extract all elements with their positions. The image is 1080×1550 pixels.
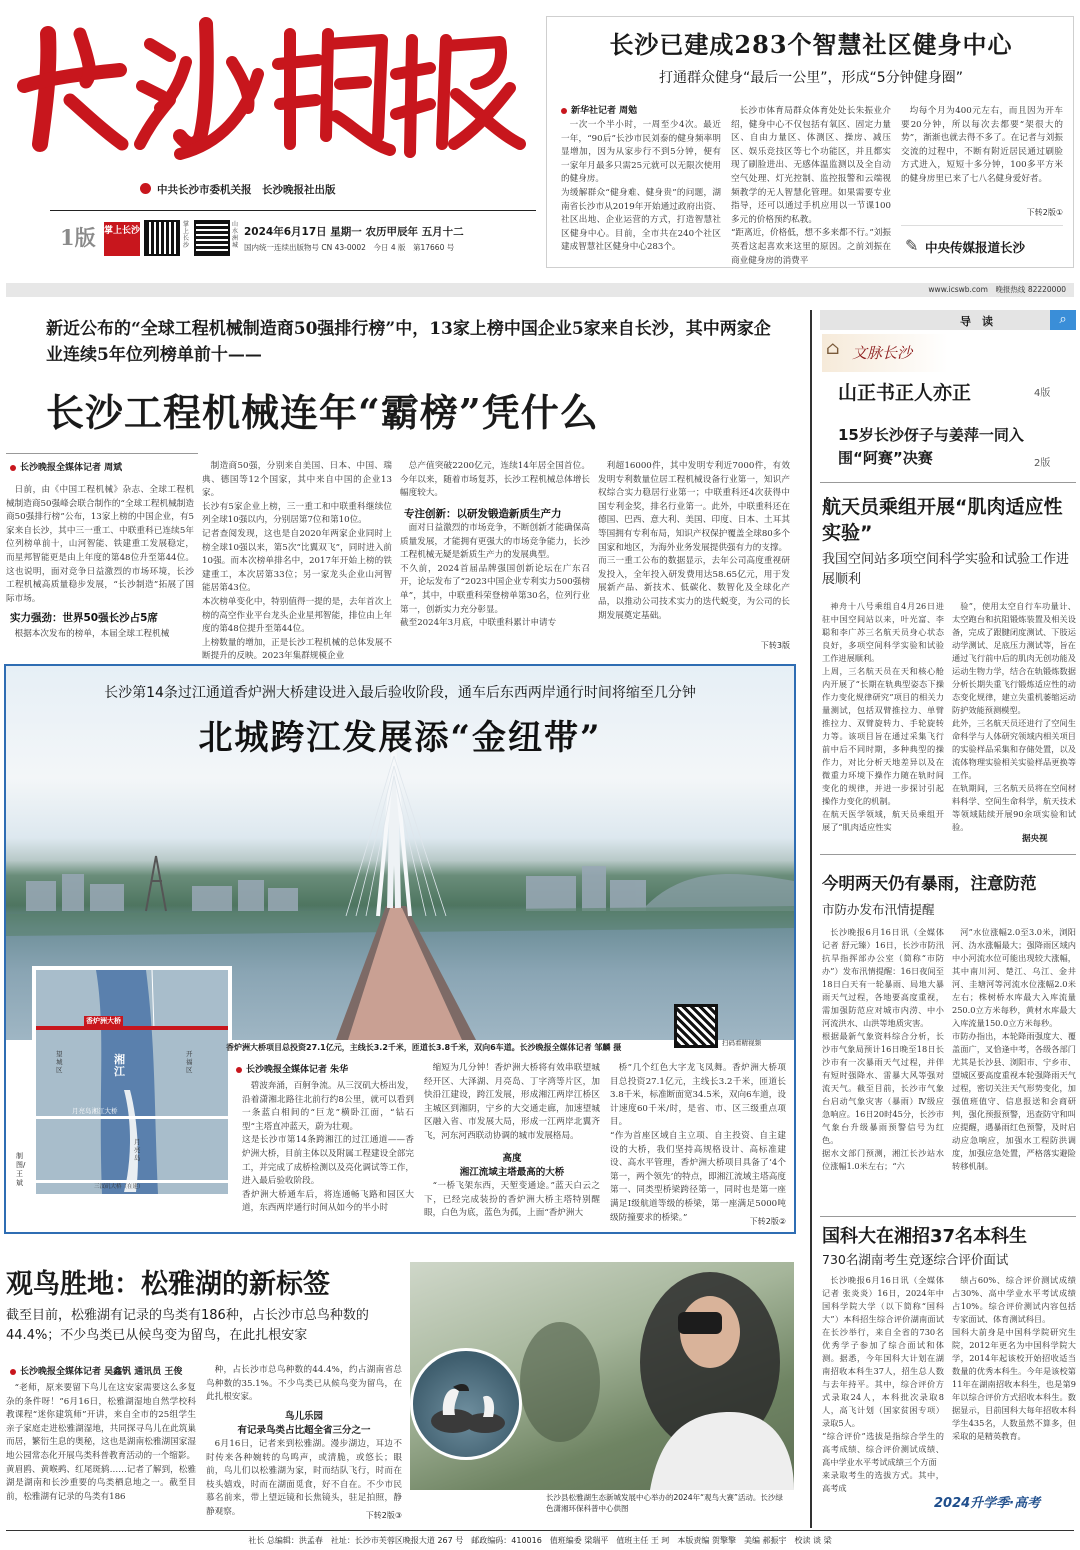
masthead-rule xyxy=(50,210,536,211)
pen-icon: ✎ xyxy=(905,236,919,255)
ucas-subtitle: 730名湖南考生竞逐综合评价面试 xyxy=(822,1252,1009,1267)
space-subtitle: 我国空间站多项空间科学实验和试验工作进展顺利 xyxy=(822,552,1070,587)
sidebar-rule-3 xyxy=(820,1216,1076,1217)
bridge-qr-code[interactable] xyxy=(674,1004,718,1048)
map-label-sancha: 三汊矶大桥（在建） xyxy=(94,1184,144,1190)
culture-tag[interactable]: 文脉长沙 ⌂ xyxy=(822,334,948,372)
edition-label: 1版 xyxy=(60,225,96,250)
birds-byline: 长沙晚报全媒体记者 吴鑫钒 通讯员 王俊 xyxy=(10,1364,182,1377)
bridge-kicker: 长沙第14条过江通道香炉洲大桥建设进入最后验收阶段，通车后东西两岸通行时间将缩至几分钟 xyxy=(104,685,696,701)
map-label-kaifu: 开福区 xyxy=(186,1050,193,1074)
qr-code-paper[interactable] xyxy=(194,220,230,256)
guide-label: 导 读 xyxy=(960,315,993,328)
lead-col3: 总产值突破2200亿元，连续14年居全国首位。今年以来，随着市场复苏，长沙工程机械总体增长幅度较大。 xyxy=(400,461,590,499)
masthead xyxy=(0,0,540,272)
space-title: 航天员乘组开展“肌肉适应性实验” xyxy=(822,496,1063,544)
bullet-icon xyxy=(10,1369,16,1375)
birds-subhead-top: 鸟儿乐园 xyxy=(284,1411,323,1422)
top-story-continue[interactable]: 下转2版① xyxy=(1026,208,1063,217)
grebe-inset-photo xyxy=(410,1348,522,1460)
bridge-title: 北城跨江发展添“金纽带” xyxy=(198,718,602,758)
site-url[interactable]: www.icswb.com xyxy=(928,285,988,294)
bridge-col1: 碧波奔涌，百舸争流。从三汊矶大桥出发，沿着潇湘北路往北前行约8公里，就可以看到一条蓝白相间的“巨龙”横卧江面，“钻石型”主塔直冲蓝天，蔚为壮观。 这是长沙市第14条跨湘江的过江通道——香炉洲大桥，目前主体以及附属工程建设全部完工，并完成了成桥检测以及亮化调试等工作，进入最后验收阶段。 香炉洲大桥通车后，将连通畅飞路和园区大道，东西两岸通行时间从如今的半小时 xyxy=(242,1081,414,1214)
bridge-qr-caption: 扫码看精视频 xyxy=(722,1039,761,1047)
birds-photo-caption: 长沙县松雅湖生态新城发展中心举办的2024年“观鸟大赛”活动。长沙绿色潇湘环保科普中心供图 xyxy=(546,1493,783,1513)
birds-continue[interactable]: 下转2版③ xyxy=(365,1511,402,1520)
map-bridge-line-2 xyxy=(36,1116,228,1119)
bridge-col3: 桥”几个红色大字龙飞凤舞。香炉洲大桥项目总投资27.1亿元，主线长3.2千米，匝道长3.8千米，标准断面宽34.5米，双向6车道，设计速度60千米/时，是省、市、区三级重点项目。 “作为首座区域自主立项、自主投资、自主建设的大桥，我们坚持高规格设计、高标准建设、高水平管理，香炉洲大桥项目具备了‘4个第一，两个领先’的特点，即湘江流域主塔高度第一、同类型桥梁跨径第一，同时也是第一座满足Ⅰ级航道等级的桥梁，第一座满足5000吨级防撞要求的桥梁。” xyxy=(610,1063,786,1223)
lead-continue[interactable]: 下转3版 xyxy=(760,641,790,650)
cctv-badge[interactable]: ✎ 中央传媒报道长沙 xyxy=(901,225,1063,261)
rain-col1: 长沙晚报6月16日讯（全媒体记者 舒元臻）16日，长沙市防汛抗旱指挥部办公室（简称“市防办”）发布汛情提醒：16日夜间至18日白天有一轮暴雨、局地大暴雨天气过程，各地要高度重视，需加强防范应对城市内涝、中小河流洪水、山洪等地质灾害。 根据最新气象资料综合分析，长沙市气象局预计16日晚至18日长沙市有一次暴雨天气过程，并伴有短时强降水、雷暴大风等强对流天气。截至目前，长沙市气象台启动气象灾害（暴雨）Ⅳ级应急响应。16日20时45分，长沙市气象台升级暴雨预警信号为红色。 据水文部门预测，湘江长沙站水位涨幅1.0米左右；“六 xyxy=(822,927,944,1171)
qr-label-2: 山水洲城 xyxy=(232,221,239,249)
footer-rule xyxy=(6,1530,1074,1531)
rain-subtitle: 市防办发布汛情提醒 xyxy=(822,902,935,917)
guide-item-1[interactable]: 山正书正人亦正 4版 xyxy=(838,382,1051,404)
lead-col1-tail: 根据本次发布的榜单，本届全球工程机械 xyxy=(14,629,170,639)
ucas-story[interactable] xyxy=(822,1222,1076,1528)
sponsor-line: 中共长沙市委机关报 长沙晚报社出版 xyxy=(140,182,336,197)
birds-subhead: 有记录鸟类占比超全省三分之一 xyxy=(237,1425,371,1436)
rain-title: 今明两天仍有暴雨，注意防范 xyxy=(822,874,1037,893)
lead-col2: 制造商50强，分别来自美国、日本、中国、瑞典、德国等12个国家，其中来自中国的企业13家。 长沙有5家企业上榜，三一重工和中联重科继续位列全球10强以内，分别居第7位和第10位。 记者查阅发现，这也是自2020年两家企业同时上榜全球10强以来，第5次“比翼双飞”，同时进入前10强。而本次榜单排名中，2017年开始上榜的铁建重工，本次居第33位；另一家龙头企业山河智能居第43位。 本次榜单变化中，特别值得一提的是，去年首次上榜的高空作业平台龙头企业星邦智能，排位由上年度的第48位提升至第44位。 上榜数量的增加，正是长沙工程机械的总体发展不断提升的反映。2023年集群规模企业 xyxy=(202,461,392,662)
ucas-title: 国科大在湘招37名本科生 xyxy=(822,1226,1028,1247)
hotline: 晚报热线 82220000 xyxy=(995,285,1066,294)
map-bridge-line xyxy=(36,1026,228,1030)
space-story[interactable] xyxy=(822,490,1076,846)
bridge-col2-tail: “一桥飞架东西，天堑变通途。”蓝天白云之下，已经完成装扮的香炉洲大桥主塔特别醒眼，白色为底，蓝色为孤，上面“香炉洲大 xyxy=(424,1181,600,1219)
top-story-title: 长沙已建成283个智慧社区健身中心 xyxy=(609,30,1013,59)
map-credit: 制图/王斌 xyxy=(16,1152,26,1187)
qr-label: 掌上长沙 xyxy=(183,221,190,249)
map-label-river: 湘江 xyxy=(114,1053,125,1078)
birds-col2-tail: 6月16日，记者来到松雅湖。漫步湖边，耳边不时传来各种婉转的鸟鸣声，或清脆，或悠长；眼前，鸟儿们以松雅湖为家，时而结队飞行，时而在枝头嬉戏，时而在湖面觅食，好不自在。不少市民慕名前来，带上望远镜和长焦镜头，驻足拍照，静静观察。 xyxy=(206,1439,402,1517)
space-credit: 据央视 xyxy=(1022,834,1048,844)
newspaper-logo xyxy=(10,4,530,164)
guide-item-2[interactable]: 15岁长沙伢子与姜萍一同入围“阿赛”决赛 2版 xyxy=(838,426,1051,469)
map-label-bridge: 香炉洲大桥 xyxy=(86,1017,121,1025)
top-story-col1: 一次一个半小时，一周至少4次。最近一年，“90后”长沙市民刘泰的健身频率明显增加，因为从家步行不到5分钟，便有一家年月最多只需25元就可以无限次使用的健身房。 为缓解群众“健身难、健身贵”的问题，湖南省长沙市从2019年开始通过政府出资、社区出地、企业运营的方式，打造智慧社区健身中心。目前，全市共在240个社区建成智慧社区健身中心283个。 xyxy=(561,120,721,253)
bullet-icon xyxy=(10,465,16,471)
bridge-continue[interactable]: 下转2版② xyxy=(749,1217,786,1226)
exam-season-logo: 2024升学季·高考 xyxy=(934,1496,1041,1511)
bullet-icon xyxy=(561,108,567,114)
lead-col3-subhead: 专注创新：以研发锻造新质生产力 xyxy=(404,508,562,520)
map-label-bridge2: 月亮岛湘江大桥 xyxy=(72,1107,118,1115)
bridge-col2: 缩短为几分钟！香炉洲大桥将有效串联望城经开区、大泽湖、月亮岛、丁字湾等片区，加快沿江建设，跨江发展，形成湘江两岸江桥区主城区到湘阴，宁乡的大交通走廊，加速望城区融入省、市发展大局，形成一江两岸北翼齐飞，河东河西联动协调的城市发展格局。 xyxy=(424,1063,600,1141)
birds-subtitle: 截至目前，松雅湖有记录的鸟类有186种，占长沙市总鸟种数的44.4%；不少鸟类已从候鸟变为留鸟，在此扎根安家 xyxy=(6,1308,369,1343)
space-col1: 神舟十八号乘组自4月26日进驻中国空间站以来，叶光富、李聪和李广苏三名航天员身心状态良好，多项空间科学实验和试验工作进展顺利。 上周，三名航天员在天和核心舱内开展了“长期在轨典型姿态下操作力变化规律研究”项目的相关力量测试，包括双臂推拉力、单臂推拉力、双臂旋转力、手轮旋转力等。该项目旨在通过采集飞行前中后不同时期，多种典型的操作力，对比分析天地差异以及在微重力环境下操作力随在轨时间变化的规律，并进一步探讨引起操作力变化的机制。 在航天医学领域，航天员乘组开展了“肌肉适应性实 xyxy=(822,601,944,832)
lead-byline: 长沙晚报全媒体记者 周斌 xyxy=(10,460,122,473)
sidebar xyxy=(810,310,1076,1528)
app-badge-zhangshang[interactable]: 掌上长沙 xyxy=(104,222,140,256)
rain-col2: 河”水位涨幅2.0至3.0米，浏阳河、沩水涨幅最大；强降雨区域内中小河流水位可能出现较大涨幅，其中南川河、楚江、乌江、金井河、圭塘河等河流水位涨幅2.0米左右；株树桥水库最大入库流量250.0立方米每秒，黄材水库最大入库流量150.0立方米每秒。 市防办指出，本轮降雨强度大、覆盖面广，叉恰逢中考，各级各部门尤其是长沙县、浏阳市、宁乡市、望城区要高度重视本轮强降雨天气过程，密切关注天气形势变化，加强值班值守、信息报送和会商研判，强化预报预警，迅查防守和叫应提醒，遇暴雨红色预警，及时启动应急响应，加强水工程防洪调度，加强应急处置，严格落实避险转移机制。 xyxy=(952,927,1076,1171)
lead-col1-subhead: 实力强劲：世界50强长沙占5席 xyxy=(10,612,158,624)
lead-col1: 日前，由《中国工程机械》杂志、全球工程机械制造商50强峰会联合制作的“全球工程机械制造商50强排行榜”公布，13家上榜的中国企业，有5家来自长沙，其中三一重工、中联重科已连续5年位列榜单前十，山河智能、铁建重工发展稳定，而星邦智能更是由上年度的第48位升至第44位。这也说明，面对竞争日益激烈的市场环境，长沙工程机械高质量稳步发展，“长沙制造”拓展了国际市场。 xyxy=(6,485,194,604)
ucas-col1: 长沙晚报6月16日讯（全媒体记者 张炎炎）16日，2024年中国科学院大学（以下简称“国科大”）本科招生综合评价湖南面试在长沙举行，来自全省的730名优秀学子参加了综合面试和体测。据悉，今年国科大计划在湖南招收本科生37人，招生总人数与去年持平。其中，综合评价方式录取24人，本科批次录取8人，高飞计划（国家贫困专项）录取5人。 “综合评价”选拔是指综合学生的高考成绩、综合评价测试成绩、高中学业水平考试成绩三个方面 来录取考生的选拔方式。其中，高考成 xyxy=(822,1275,944,1493)
lead-col3-tail: 面对日益激烈的市场竞争，不断创新才能确保高质量发展，才能拥有更强大的市场竞争能力，长沙工程机械无疑是新质生产力的发展典型。 不久前，2024首届品牌强国创新论坛在广东召开，论坛发布了“2023中国企业专利实力500强榜单”，其中，中联重科荣登榜单第30名，位列行业第一，创新实力充分彰显。 截至2024年3月底，中联重科累计申请专 xyxy=(400,523,590,629)
map-label-island: 月亮岛 xyxy=(134,1138,141,1162)
birds-title: 观鸟胜地：松雅湖的新标签 xyxy=(6,1269,330,1300)
guide-header xyxy=(820,310,1076,330)
search-icon[interactable]: ⌕ xyxy=(1050,310,1076,330)
bridge-subhead: 湘江流域主塔最高的大桥 xyxy=(459,1167,565,1178)
party-emblem-icon xyxy=(140,183,151,194)
sidebar-rule-1 xyxy=(820,482,1076,483)
rain-story[interactable] xyxy=(822,862,1076,1210)
pavilion-icon: ⌂ xyxy=(826,338,840,359)
bridge-subhead-top: 高度 xyxy=(502,1153,522,1164)
top-story-col3: 均每个月为400元左右，而且因为开车要20分钟，所以每次去都要“架很大的势”，渐渐也就去得不多了。在记者与刘振交流的过程中，不断有附近居民通过刷脸方式进入，短短十多分钟，100多平方米的健身房里已来了七八名健身爱好者。 xyxy=(901,106,1063,184)
bullet-icon xyxy=(236,1067,242,1073)
lead-kicker: 新近公布的“全球工程机械制造商50强排行榜”中，13家上榜中国企业5家来自长沙，其中两家企业连续5年位列榜单前十—— xyxy=(46,319,771,365)
issue-line: 国内统一连续出版物号 CN 43-0002 今日 4 版 第17660 号 xyxy=(244,243,455,252)
qr-code-app[interactable] xyxy=(144,220,180,256)
space-col2: 验”，使用太空自行车功量计、太空跑台和抗阻锻炼装置及相关设备，完成了跟腱闭度测试、下肢运动学测试、足底压力测试等，旨在通过飞行前中后的肌肉无创功能及运动生物力学，结合在轨锻炼数据分析长期失重飞行锻炼适应性的动态变化规律，建立失重机萎缩运动防护效能预测模型。 此外，三名航天员还进行了空间生命科学与人体研究领域内相关项目的实验样品采集和存储处置，以及流体物理实验相关实验样品更换等工作。 在轨期间，三名航天员将在空间材料科学、空间生命科学，航天技术等领域陆续开展90余项实验和试验。 xyxy=(952,601,1076,832)
bridge-photo-caption: 香炉洲大桥项目总投资27.1亿元，主线长3.2千米，匝道长3.8千米，双向6车道。长沙晚报全媒体记者 邹麟 摄 xyxy=(226,1043,622,1052)
footer-credits: 社长 总编辑：洪孟春 社址：长沙市芙蓉区晚报大道 267 号 邮政编码：410016 值班编委 梁瑞平 值班主任 王 珂 本版责编 贺擎擎 美编 郝振宇 校读 谈 梁 xyxy=(248,1536,832,1545)
lead-title: 长沙工程机械连年“霸榜”凭什么 xyxy=(46,390,599,435)
top-story-byline: 新华社记者 周勉 xyxy=(561,103,637,116)
bridge-feature[interactable] xyxy=(4,664,796,1234)
birds-story[interactable] xyxy=(6,1262,794,1526)
birds-col2: 种，占长沙市总鸟种数的44.4%，约占湖南省总鸟种数的35.1%。不少鸟类已从候鸟变为留鸟，在此扎根安家。 xyxy=(206,1365,402,1403)
site-bar xyxy=(6,283,1074,297)
map-label-wangcheng: 望城区 xyxy=(56,1050,63,1074)
top-story-subtitle: 打通群众健身“最后一公里”，形成“5分钟健身圈” xyxy=(659,70,963,86)
bridge-map xyxy=(32,966,232,1198)
lead-rule xyxy=(6,453,198,454)
date-line: 2024年6月17日 星期一 农历甲辰年 五月十二 xyxy=(244,226,464,238)
top-story-col2: 长沙市体育局群众体育处处长朱振业介绍，健身中心不仅包括有氧区、固定力量区、自由力量区、体测区、操房、减压区、娱乐竞技区等七个功能区，并且都实现了刷脸进出、无感体温监测以及全自动空气处理、灯光控制、监控报警和云端视频教学的无人智慧化管理。如果需要专业指导，还可以通过手机应用以一节课100多元的价格预约私教。 “距离近，价格低，想不多来都不行。”刘振英看这起喜欢来这里的原因。之前刘振在商业健身房的消费平 xyxy=(731,106,891,266)
bridge-byline: 长沙晚报全媒体记者 朱华 xyxy=(236,1062,348,1075)
birds-photo xyxy=(410,1262,794,1490)
ucas-col2: 绩占60%、综合评价测试成绩占30%、高中学业水平考试成绩占10%。综合评价测试内容包括专家面试、体育测试科目。 国科大前身是中国科学院研究生院，2012年更名为中国科学院大学，2014年起该校开始招收适当数量的优秀本科生。今年是该校第11年在湖南招收本科生，也是第9年以综合评价方式招收本科生。数据显示，目前国科大每年招收本科学生435名，人数虽然不算多，但采取的是精英教育。 xyxy=(952,1275,1076,1441)
lead-story[interactable] xyxy=(6,310,794,660)
sidebar-rule-2 xyxy=(820,854,1076,855)
lead-col4: 利超16000件，其中发明专利近7000件，有效发明专利数量位居工程机械设备行业第一，知识产权综合实力稳居行业第一；中联重科还4次获得中国专利金奖，排名行业第一。此外，中联重科还在德国、巴西、意大利、美国、印度、日本、土耳其等国拥有专利布局，知识产权保护覆盖全球80多个国家和地区，为海外业务发展提供强有力的支撑。 而三一重工公布的数据显示，去年公司高度重视研发投入，全年投入研发费用达58.65亿元，用于发展新产品、新技术、低碳化、数智化及全球化产品，以推动公司技术实力的迭代蜕变，为公司的长期发展奠定基础。 xyxy=(598,461,790,621)
top-story[interactable] xyxy=(546,16,1074,268)
birds-col1: “老师，原来要留下鸟儿在这安家需要这么多复杂的条件呀！”6月16日，松雅湖湿地自然学校科教课程“迷你建筑师”开讲，来自全市的25组学生亲子家庭走进松雅湖湿地，共同探寻鸟儿在此筑巢而居，繁衍生息的奥秘，这也是湖南松雅湖国家湿地公园常态化开展鸟类科普教育活动的一个缩影。 黄眉鸥、黄喉鹀、红尾斑鸫……记者了解到，松雅湖是湖南和长沙重要的鸟类栖息地之一。截至目前，松雅湖有记录的鸟类有186 xyxy=(6,1383,196,1502)
